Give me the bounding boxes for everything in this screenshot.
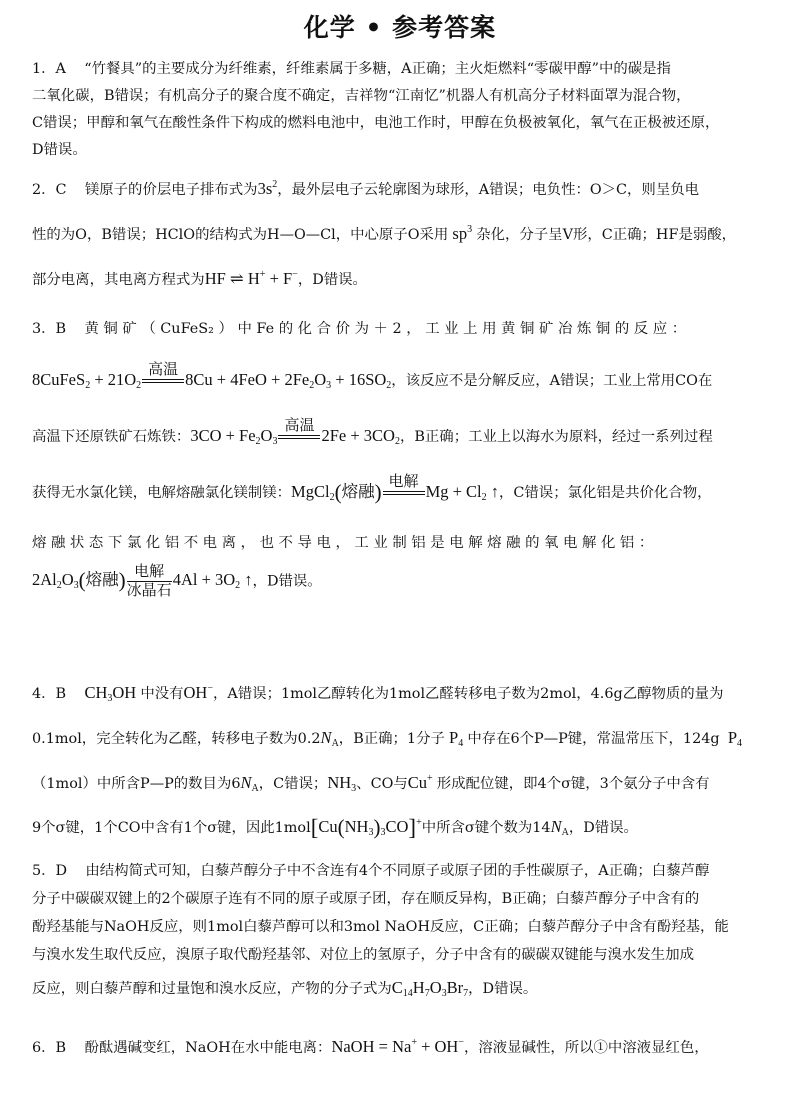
text-segment: ，D错误。 — [568, 820, 638, 836]
text-line: 黄 铜 矿 （ CuFeS₂ ） 中 Fe 的 化 合 价 为 ＋ 2 ， 工 业 上 用 黄 铜 矿 冶 炼 铜 的 反 应 ： — [84, 321, 687, 337]
formula-oh-minus: OH− — [183, 683, 213, 702]
text-segment: 反应，则白藜芦醇和过量饱和溴水反应，产物的分子式为 — [32, 981, 392, 997]
text-line: 由结构简式可知，白藜芦醇分子中不含连有4个不同原子或原子团的手性碳原子，A正确；白藜芦醇 — [85, 863, 710, 879]
answer-3 — [32, 315, 777, 600]
formula-3s2: $3s^2$ — [257, 179, 278, 198]
answer-5 — [32, 857, 777, 1002]
text-line: “竹餐具”的主要成分为纤维素，纤维素属于多糖，A正确；主火炬燃料“零碳甲醇”中的碳是指 — [84, 61, 671, 77]
text-line: 与溴水发生取代反应，溴原子取代酚羟基邻、对位上的氢原子，分子中含有的碳碳双键能与溴水发生加成 — [32, 947, 694, 963]
text-segment: 性的为O，B错误；HClO的结构式为H—O—Cl，中心原子O采用 — [32, 227, 449, 243]
text-segment: ，B正确；1分子 — [338, 731, 445, 747]
formula-naoh-ionization: NaOH = Na+ + OH− — [331, 1037, 464, 1056]
formula-product: $C_{14}H_7O_3Br_7$ — [391, 978, 469, 999]
formula-na: $N_A$ — [240, 773, 259, 794]
answer-number: 2．C — [32, 182, 67, 198]
condition-label: 高温 — [284, 418, 315, 434]
text-segment: 获得无水氯化镁，电解熔融氯化镁制镁： — [32, 484, 292, 501]
text-segment: ，最外层电子云轮廓图为球形，A错误；电负性：O＞C，则呈负电 — [277, 182, 699, 198]
text-segment: ，该反应不是分解反应，A错误；工业上常用CO在 — [391, 372, 713, 389]
text-line: 酚羟基能与NaOH反应，则1mol白藜芦醇可以和3mol NaOH反应，C正确；白藜芦醇分子中含有酚羟基，能 — [32, 919, 729, 935]
text-segment: （1mol）中所含P—P的数目为6 — [32, 776, 241, 792]
answer-number: 3．B — [32, 321, 67, 337]
condition-label: 冰晶石 — [126, 583, 172, 599]
text-line: C错误；甲醇和氧气在酸性条件下构成的燃料电池中，电池工作时，甲醇在负极被氧化，氧气在正极被还原， — [32, 115, 720, 131]
formula-p4: $P_4$ — [444, 728, 464, 749]
text-segment: 熔融 — [85, 570, 119, 590]
text-segment: ，C错误； — [258, 776, 328, 792]
text-segment: 部分电离，其电离方程式为 — [32, 272, 205, 288]
text-segment: 杂化，分子呈V形，C正确；HF是弱酸， — [476, 227, 737, 243]
answer-6 — [32, 1034, 777, 1061]
text-segment: ，A错误；1mol乙醇转化为1mol乙醛转移电子数为2mol，4.6g乙醇物质的量为 — [213, 686, 724, 702]
text-segment: 高温下还原铁矿石炼铁： — [32, 428, 191, 445]
formula-iron-smelting: $3CO + Fe_2O_3$ 高温 $2Fe + 3CO_2$ — [190, 418, 400, 447]
text-line: 二氧化碳，B错误；有机高分子的聚合度不确定，吉祥物“江南忆”机器人有机高分子材料面罩为混合物， — [32, 88, 691, 104]
formula-na: $N_A$ — [550, 817, 569, 838]
formula-mgcl2-electrolysis: MgCl$_2$(熔融) 电解 $Mg + Cl_2$ ↑ — [291, 474, 500, 504]
text-line: 熔 融 状 态 下 氯 化 铝 不 电 离 ， 也 不 导 电 ， 工 业 制 铝 是 电 解 熔 融 的 氧 电 解 化 铝 ： — [32, 535, 654, 551]
answer-number: 4．B — [32, 686, 67, 702]
formula-ch3oh: $CH_3OH$ — [84, 683, 141, 704]
text-segment: ，溶液显碱性，所以①中溶液显红色， — [463, 1040, 709, 1056]
text-segment: 酚酞遇碱变红，NaOH在水中能电离： — [84, 1040, 332, 1056]
text-segment: 镁原子的价层电子排布式为 — [84, 182, 258, 198]
formula-complex-ion: $[Cu(NH_3)_3CO]^+$ — [310, 815, 422, 840]
answer-2 — [32, 176, 777, 293]
text-segment: ，D错误。 — [468, 981, 538, 997]
formula-hf-ionization: HF ⇌ H+ + F− — [204, 269, 298, 288]
condition-label: 电解 — [388, 474, 419, 490]
text-segment: ，B正确；工业上以海水为原料，经过一系列过程 — [399, 428, 713, 445]
text-line: D错误。 — [32, 142, 87, 158]
formula-p4: $P_4$ — [719, 728, 743, 749]
text-segment: ，C错误；氯化铝是共价化合物， — [499, 484, 712, 501]
answer-number: 6．B — [32, 1040, 67, 1056]
formula-na: $N_A$ — [320, 728, 339, 749]
text-segment: ，D错误。 — [297, 272, 367, 288]
text-segment: 中存在6个P—P键，常温常压下，124g — [467, 731, 720, 747]
text-segment: 熔融 — [341, 481, 375, 501]
text-segment: 中所含σ键个数为14 — [421, 820, 551, 836]
text-segment: ，D错误。 — [252, 573, 322, 590]
formula-nh3: $NH_3$ — [327, 773, 357, 794]
answer-1 — [32, 56, 777, 164]
formula-cufes2-roasting: 8CuFeS$_2$ + $21O_2$ 高温 $8Cu + 4FeO + 2Fe_2O_3 + 16SO_2$ — [32, 362, 392, 391]
answer-4 — [32, 680, 777, 842]
text-segment: 9个σ键，1个CO中含有1个σ键，因此1mol — [32, 820, 311, 836]
answer-number: 5．D — [32, 863, 68, 879]
condition-label: 高温 — [148, 362, 179, 378]
page-title: 化学 • 参考答案 — [303, 13, 497, 42]
text-segment: 中没有 — [140, 686, 184, 702]
text-segment: 0.1mol，完全转化为乙醛，转移电子数为0.2 — [32, 731, 321, 747]
formula-sp3: $sp^3$ — [448, 224, 473, 243]
text-segment: 形成配位键，即4个σ键，3个氨分子中含有 — [436, 776, 710, 792]
text-segment: 、CO与 — [356, 776, 408, 792]
answer-number: 1．A — [32, 61, 66, 77]
formula-al2o3-electrolysis: $2Al_2O_3$(熔融) 电解 冰晶石 $4Al + 3O_2$ ↑ — [32, 564, 253, 599]
text-line: 分子中碳碳双键上的2个碳原子连有不同的原子或原子团，存在顺反异构，B正确；白藜芦醇分子中含有的 — [32, 891, 700, 907]
condition-label: 电解 — [134, 564, 165, 580]
formula-cu-plus: Cu+ — [407, 773, 433, 792]
